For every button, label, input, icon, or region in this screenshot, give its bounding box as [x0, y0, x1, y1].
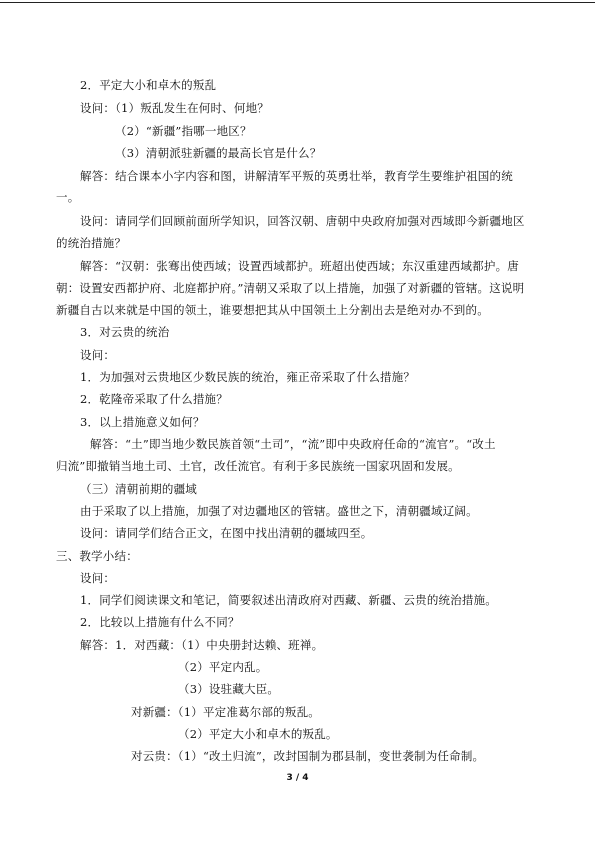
question-line: 设问：请同学们回顾前面所学知识，回答汉朝、唐朝中央政府加强对西域即今新疆地区	[80, 214, 525, 228]
answer-line: 解答：1．对西藏：（1）中央册封达赖、班禅。	[80, 638, 324, 652]
question-item: 1．为加强对云贵地区少数民族的统治，雍正帝采取了什么措施？	[80, 370, 416, 384]
body-line: 由于采取了以上措施，加强了对边疆地区的管辖。盛世之下，清朝疆域辽阔。	[80, 504, 478, 518]
question-line: 设问：（1）叛乱发生在何时、何地？	[80, 101, 269, 115]
answer-item: （2）平定大小和卓木的叛乱。	[178, 727, 338, 741]
question-line: （3）清朝派驻新疆的最高长官是什么？	[115, 146, 322, 160]
question-item: 3．以上措施意义如何？	[80, 415, 205, 429]
answer-item: （3）设驻藏大臣。	[178, 682, 280, 696]
answer-line: 解答：结合课本小字内容和图，讲解清军平叛的英勇壮举，教育学生要维护祖国的统	[80, 169, 513, 183]
answer-line: 对云贵：（1）“改土归流”，改封国制为郡县制，变世袭制为任命制。	[131, 749, 485, 763]
answer-line: 新疆自古以来就是中国的领土，谁要想把其从中国领土上分割出去是绝对办不到的。	[56, 303, 489, 317]
question-item: 1．同学们阅读课文和笔记，简要叙述出清政府对西藏、新疆、云贵的统治措施。	[80, 593, 498, 607]
answer-line: 对新疆：（1）平定准葛尔部的叛乱。	[131, 705, 320, 719]
section-heading-3: 3．对云贵的统治	[80, 325, 170, 339]
question-line: 设问：请同学们结合正文，在图中找出清朝的疆域四至。	[80, 526, 373, 540]
answer-line: 解答：“土”即当地少数民族首领“土司”，“流”即中央政府任命的“流官”。“改土	[90, 437, 496, 451]
answer-line: 解答：“汉朝：张骞出使西域；设置西域都护。班超出使西域；东汉重建西域都护。唐	[80, 259, 519, 273]
question-line: （2）“新疆”指哪一地区？	[115, 124, 252, 138]
question-line: 的统治措施？	[56, 236, 127, 250]
question-label: 设问：	[80, 348, 116, 362]
page-number: 3 / 4	[286, 773, 309, 783]
section-heading-summary: 三、教学小结：	[56, 549, 138, 563]
answer-line: 归流”即撤销当地土司、土官，改任流官。有利于多民族统一国家巩固和发展。	[56, 459, 460, 473]
answer-line: 一。	[56, 190, 80, 204]
question-item: 2．比较以上措施有什么不同？	[80, 615, 240, 629]
question-label: 设问：	[80, 571, 116, 585]
answer-item: （2）平定内乱。	[178, 660, 268, 674]
subsection-heading: （三）清朝前期的疆域	[80, 482, 197, 496]
section-heading-2: 2．平定大小和卓木的叛乱	[80, 78, 217, 92]
answer-line: 朝：设置安西都护府、北庭都护府。”清朝又采取了以上措施，加强了对新疆的管辖。这说明	[56, 281, 525, 295]
question-item: 2．乾隆帝采取了什么措施？	[80, 392, 228, 406]
